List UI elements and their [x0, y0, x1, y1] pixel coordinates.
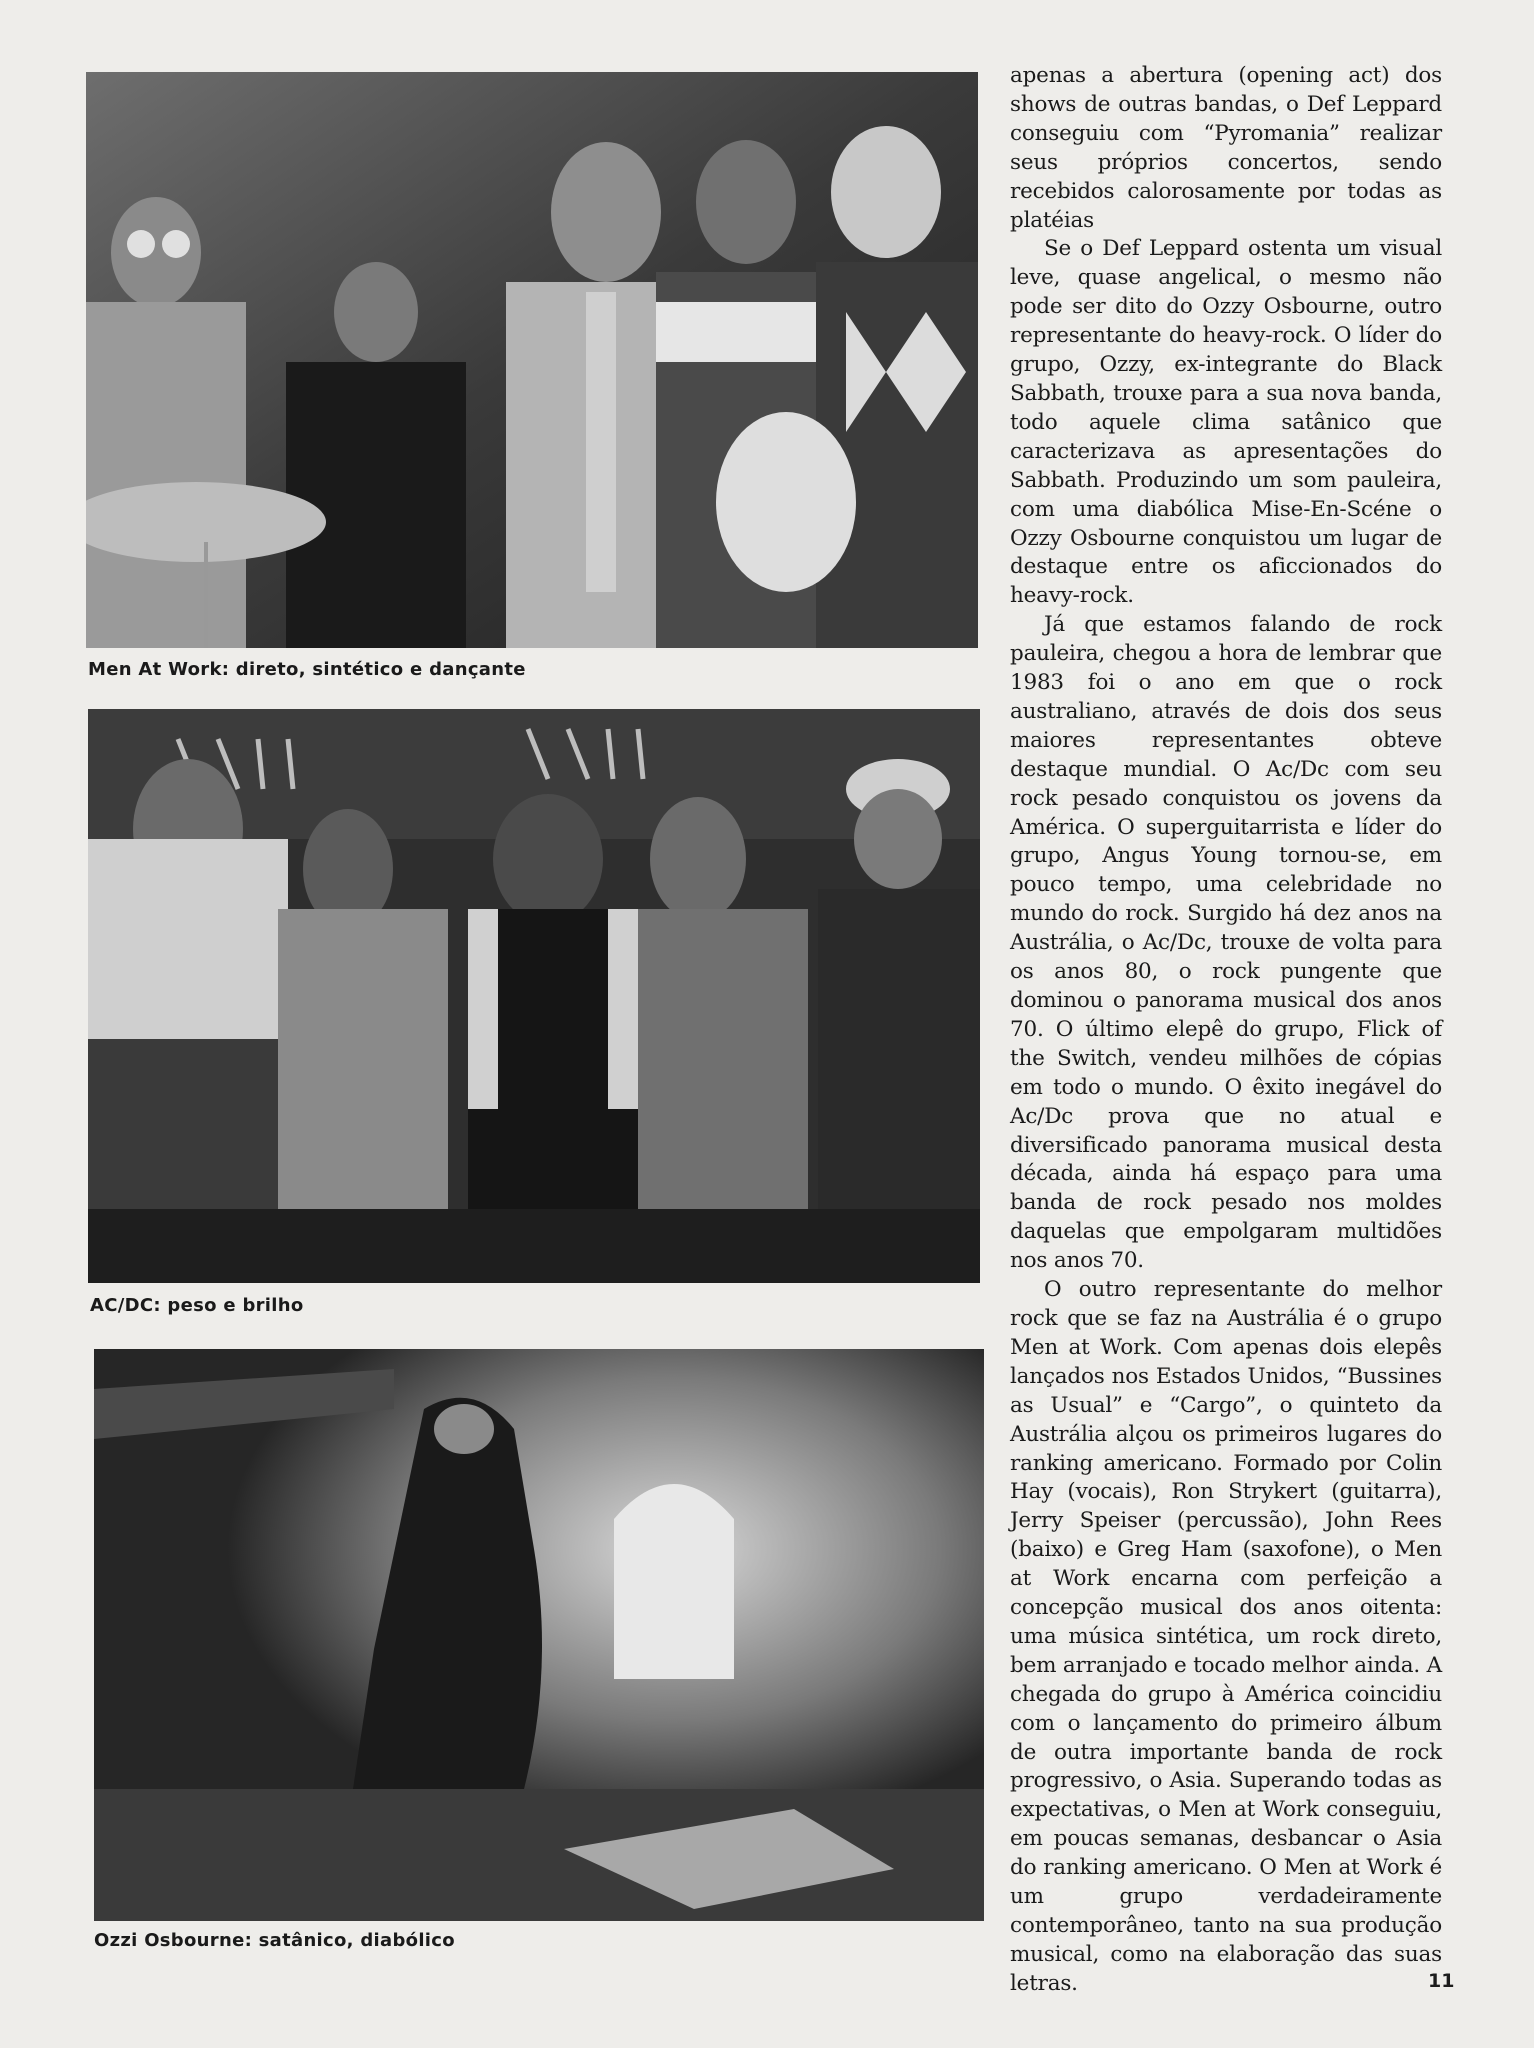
article-paragraph: O outro representante do melhor rock que se faz na Austrália é o grupo Men at Work. Com apenas dois elepês lançados nos Estados Unidos, “Bussines as Usual” e “Cargo”, o quinteto da Austrália alçou os primeiros lugares do ranking americano. Formado por Colin Hay (vocais), Ron Strykert (guitarra), Jerry Speiser (percussão), John Rees (baixo) e Greg Ham (saxofone), o Men at Work encarna com perfeição a concepção musical dos anos oitenta: uma música sintética, um rock direto, bem arranjado e tocado melhor ainda. A chegada do grupo à América coincidiu com o lançamento do primeiro álbum de outra importante banda de rock progressivo, o Asia. Superando todas as expectativas, o Men at Work conseguiu, em poucas semanas, desbancar o Asia do ranking americano. O Men at Work é um grupo verdadeiramente contemporâneo, tanto na sua produção musical, como na elaboração das suas letras. — [1010, 1277, 1442, 1996]
ozzy-osbourne-photo-art — [94, 1349, 984, 1921]
ozzy-osbourne-photo — [94, 1349, 984, 1921]
men-at-work-photo-art — [86, 72, 978, 648]
acdc-caption: AC/DC: peso e brilho — [90, 1295, 304, 1316]
ozzy-osbourne-caption: Ozzi Osbourne: satânico, diabólico — [94, 1930, 455, 1951]
article-column — [1010, 62, 1442, 1999]
acdc-photo — [88, 709, 980, 1283]
arched-window — [614, 1484, 734, 1679]
article-paragraph: Já que estamos falando de rock pauleira, chegou a hora de lembrar que 1983 foi o ano em que o rock australiano, através de dois dos seus maiores representantes obteve destaque mundial. O Ac/Dc com seu rock pesado conquistou os jovens da América. O superguitarrista e líder do grupo, Angus Young tornou-se, em pouco tempo, uma celebridade no mundo do rock. Surgido há dez anos na Austrália, o Ac/Dc, trouxe de volta para os anos 80, o rock pungente que dominou o panorama musical dos anos 70. O último elepê do grupo, Flick of the Switch, vendeu milhões de cópias em todo o mundo. O êxito inegável do Ac/Dc prova que no atual e diversificado panorama musical desta década, ainda há espaço para uma banda de rock pesado nos moldes daquelas que empolgaram multidões nos anos 70. — [1010, 612, 1442, 1274]
men-at-work-caption: Men At Work: direto, sintético e dançante — [88, 659, 526, 680]
article-paragraph: apenas a abertura (opening act) dos shows de outras bandas, o Def Leppard conseguiu com “Pyromania” realizar seus próprios concertos, sendo recebidos calorosamente por todas as platéias — [1010, 63, 1442, 233]
acdc-photo-art — [88, 709, 980, 1283]
page-number: 11 — [1428, 1970, 1455, 1992]
men-at-work-photo — [86, 72, 978, 648]
article-paragraph: Se o Def Leppard ostenta um visual leve, quase angelical, o mesmo não pode ser dito do Ozzy Osbourne, outro representante do heavy-rock. O líder do grupo, Ozzy, ex-integrante do Black Sabbath, trouxe para a sua nova banda, todo aquele clima satânico que caracterizava as apresentações do Sabbath. Produzindo um som pauleira, com uma diabólica Mise-En-Scéne o Ozzy Osbourne conquistou um lugar de destaque entre os aficcionados do heavy-rock. — [1010, 236, 1442, 609]
